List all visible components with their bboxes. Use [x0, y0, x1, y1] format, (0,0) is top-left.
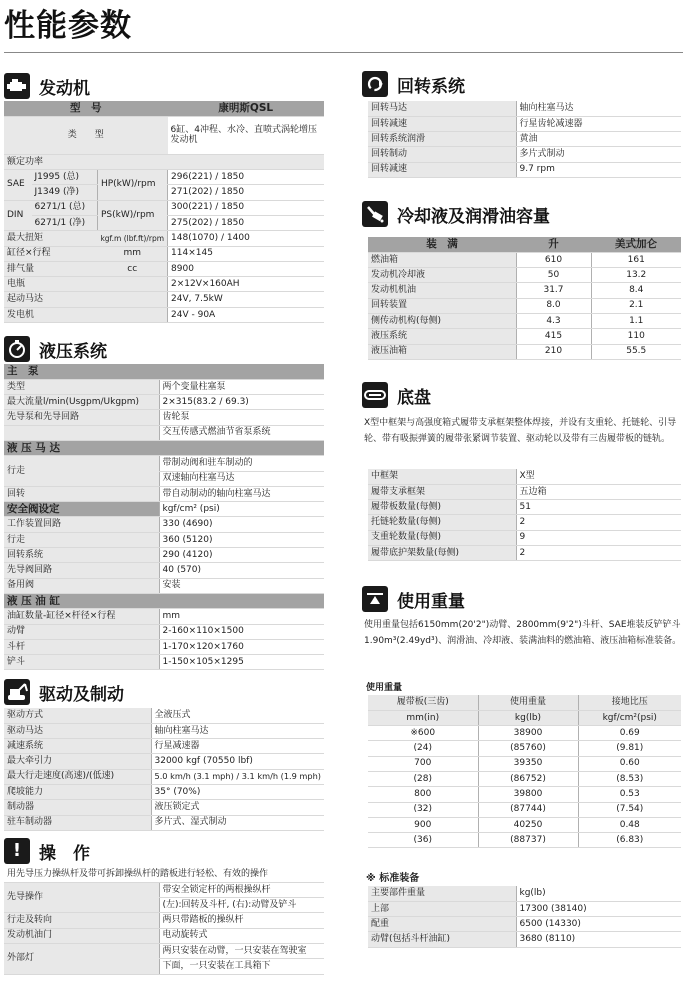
capacity-row-liter: 610 — [516, 252, 591, 267]
swing-table — [368, 101, 681, 178]
relief-row-value: 安装 — [159, 578, 324, 593]
chassis-row-label: 履带板数量(每侧) — [368, 500, 516, 515]
capacity-row-label: 侧传动机构(每侧) — [368, 313, 516, 328]
relief-row-value: 290 (4120) — [159, 548, 324, 563]
swing-row-label: 回转马达 — [368, 101, 516, 116]
weight-cell: 0.53 — [578, 787, 681, 802]
engine-row-value: 114×145 — [168, 246, 324, 261]
din-label: DIN — [4, 200, 32, 231]
travel-motor-value-2: 双速轴向柱塞马达 — [159, 471, 324, 486]
engine-section-header — [4, 72, 90, 100]
weight-cell: (24) — [368, 741, 478, 756]
capacity-row-label: 发动机机油 — [368, 283, 516, 298]
engine-row — [4, 231, 324, 246]
weight-cell: (6.83) — [578, 833, 681, 848]
operation-title: 操 作 — [39, 843, 90, 864]
track-icon — [362, 382, 388, 408]
hydraulic-table — [4, 364, 324, 670]
swing-row-value: 黄油 — [516, 132, 681, 147]
drive-table — [4, 708, 324, 831]
engine-row-value: 24V, 7.5kW — [168, 292, 324, 307]
cylinder-row-label: 油缸数量-缸径×杆径×行程 — [4, 609, 159, 624]
drive-row-value: 32000 kgf (70550 lbf) — [151, 754, 324, 769]
relief-row-label: 备用阀 — [4, 578, 159, 593]
hydraulic-title: 液压系统 — [39, 341, 107, 362]
pump-header: 主 泵 — [4, 364, 324, 379]
chassis-row-value: 51 — [516, 500, 681, 515]
weight-cell: (28) — [368, 771, 478, 786]
standard-table — [368, 886, 681, 948]
chassis-row-label: 支重轮数量(每侧) — [368, 530, 516, 545]
capacity-row-gallon: 8.4 — [591, 283, 681, 298]
swing-row-label: 回转制动 — [368, 147, 516, 162]
standard-row-value: kg(lb) — [516, 886, 681, 901]
capacity-header-item: 装 满 — [368, 237, 516, 252]
standard-row-value: 6500 (14330) — [516, 917, 681, 932]
weight-cell: 40250 — [478, 817, 578, 832]
rated-power-label: 额定功率 — [4, 154, 324, 169]
capacity-row-liter: 31.7 — [516, 283, 591, 298]
swing-row-value: 多片式制动 — [516, 147, 681, 162]
capacity-row-gallon: 161 — [591, 252, 681, 267]
operation-desc: 用先导压力操纵杆及带可拆卸操纵杆的踏板进行轻松、有效的操作 — [4, 867, 324, 882]
engine-row-label: 发电机 — [4, 307, 168, 322]
sae-val-1: 296(221) / 1850 — [168, 170, 324, 185]
drive-row-value: 液压锁定式 — [151, 800, 324, 815]
cylinder-row-value: 1-150×105×1295 — [159, 655, 324, 670]
chassis-row-value: 2 — [516, 545, 681, 560]
operation-row-value: 两只带踏板的操纵杆 — [159, 913, 324, 928]
rated-power-row — [4, 154, 324, 169]
weight-header-weight: 使用重量 — [478, 695, 578, 710]
sae-std-1: J1995 (总) — [32, 170, 98, 185]
swing-motor-value: 带自动制动的轴向柱塞马达 — [159, 486, 324, 501]
ps-unit: PS(kW)/rpm — [97, 200, 167, 231]
drive-row-value: 全液压式 — [151, 708, 324, 723]
relief-row-label: 工作装置回路 — [4, 517, 159, 532]
pilot-value-2: (左):回转及斗杆, (右):动臂及铲斗 — [159, 898, 324, 913]
engine-type-row — [4, 116, 324, 154]
drive-title: 驱动及制动 — [39, 684, 124, 705]
capacity-row-label: 发动机冷却液 — [368, 268, 516, 283]
weight-cell: (36) — [368, 833, 478, 848]
weight-cell: (85760) — [478, 741, 578, 756]
weight-cell: (9.81) — [578, 741, 681, 756]
light-label: 外部灯 — [4, 943, 159, 974]
sae-val-2: 271(202) / 1850 — [168, 185, 324, 200]
sae-row-1 — [4, 170, 324, 185]
standard-title: ※ 标准装备 — [366, 873, 420, 884]
capacity-row-label: 回转装置 — [368, 298, 516, 313]
operation-section-header — [4, 837, 90, 865]
drive-row-label: 制动器 — [4, 800, 151, 815]
light-value-2: 下面，一只安装在工具箱下 — [159, 959, 324, 974]
capacity-row-gallon: 1.1 — [591, 313, 681, 328]
relief-row-label: 先导阀回路 — [4, 563, 159, 578]
capacity-row-liter: 415 — [516, 329, 591, 344]
cylinder-row-label: 斗杆 — [4, 639, 159, 654]
standard-row-label: 配重 — [368, 917, 516, 932]
engine-row-unit: mm — [97, 246, 167, 261]
relief-header: 安全阀设定 — [4, 502, 159, 517]
weight-cell: 0.69 — [578, 726, 681, 741]
capacity-row-liter: 4.3 — [516, 313, 591, 328]
drive-row-value: 轴向柱塞马达 — [151, 723, 324, 738]
swing-motor-label: 回转 — [4, 486, 159, 501]
engine-row-label: 起动马达 — [4, 292, 168, 307]
weight-cell: (86752) — [478, 771, 578, 786]
weight-section-header — [362, 585, 465, 613]
pump-row-label: 先导泵和先导回路 — [4, 410, 159, 425]
swing-row-label: 回转系统润滑 — [368, 132, 516, 147]
cylinder-row-label: 动臂 — [4, 624, 159, 639]
sae-std-2: J1349 (净) — [32, 185, 98, 200]
weight-header-shoe-unit: mm(in) — [368, 710, 478, 725]
engine-table — [4, 101, 324, 323]
engine-title: 发动机 — [39, 78, 90, 99]
engine-row-value: 2×12V×160AH — [168, 277, 324, 292]
capacity-row-gallon: 110 — [591, 329, 681, 344]
chassis-row-value: X型 — [516, 469, 681, 484]
relief-row-value: 360 (5120) — [159, 532, 324, 547]
engine-row-value: 8900 — [168, 261, 324, 276]
engine-row-label: 电瓶 — [4, 277, 168, 292]
weight-cell: 0.60 — [578, 756, 681, 771]
weight-cell: (32) — [368, 802, 478, 817]
weight-cell: 38900 — [478, 726, 578, 741]
weight-cell: ※600 — [368, 726, 478, 741]
capacity-header-gallon: 美式加仑 — [591, 237, 681, 252]
chassis-row-label: 履带底护架数量(每侧) — [368, 545, 516, 560]
chassis-title: 底盘 — [397, 387, 431, 408]
engine-row-unit: cc — [97, 261, 167, 276]
engine-model-value: 康明斯QSL — [168, 101, 324, 116]
weight-cell: (88737) — [478, 833, 578, 848]
capacity-row-gallon: 13.2 — [591, 268, 681, 283]
capacity-row-liter: 210 — [516, 344, 591, 359]
engine-row — [4, 307, 324, 322]
exclamation-icon: ! — [4, 838, 30, 864]
swing-row-value: 9.7 rpm — [516, 162, 681, 177]
chassis-row-value: 9 — [516, 530, 681, 545]
weight-header-weight-unit: kg(lb) — [478, 710, 578, 725]
capacity-title: 冷却液及润滑油容量 — [397, 206, 550, 227]
hp-unit: HP(kW)/rpm — [97, 170, 167, 201]
capacity-row-liter: 50 — [516, 268, 591, 283]
drive-row-value: 行星减速器 — [151, 739, 324, 754]
din-val-2: 275(202) / 1850 — [168, 215, 324, 230]
pump-row-label: 最大流量l/min(Usgpm/Ukgpm) — [4, 395, 159, 410]
chassis-row-value: 五边箱 — [516, 484, 681, 499]
capacity-row-gallon: 2.1 — [591, 298, 681, 313]
operation-row-label: 发动机油门 — [4, 928, 159, 943]
drive-row-label: 驻车制动器 — [4, 815, 151, 830]
weight-cell: (7.54) — [578, 802, 681, 817]
weight-cell: 39800 — [478, 787, 578, 802]
weight-icon — [362, 586, 388, 612]
weight-header-shoe: 履带板(三齿) — [368, 695, 478, 710]
chassis-row-label: 中框架 — [368, 469, 516, 484]
swing-row-value: 行星齿轮减速器 — [516, 116, 681, 131]
swing-title: 回转系统 — [397, 76, 465, 97]
cylinder-row-value: 1-170×120×1760 — [159, 639, 324, 654]
relief-row-value: 330 (4690) — [159, 517, 324, 532]
oil-can-icon — [362, 201, 388, 227]
engine-type-value: 6缸、4冲程、水冷、直喷式涡轮增压发动机 — [168, 116, 324, 154]
drive-row-label: 驱动方式 — [4, 708, 151, 723]
operation-row-label: 行走及转向 — [4, 913, 159, 928]
motor-header: 液 压 马 达 — [4, 440, 324, 455]
drive-row-label: 爬坡能力 — [4, 784, 151, 799]
engine-type-label: 类 型 — [4, 116, 168, 154]
excavator-icon — [4, 679, 30, 705]
sae-label: SAE — [4, 170, 32, 201]
title-divider — [4, 52, 683, 53]
hydraulic-section-header — [4, 335, 107, 363]
chassis-desc: X型中框架与高强度箱式履带支承框架整体焊接，并设有支重轮、托链轮、引导轮、带有吸振弹簧的履带张紧调节装置、驱动轮以及带有三齿履带板的链轨。 — [364, 418, 677, 444]
engine-row-label: 缸径×行程 — [4, 246, 97, 261]
din-val-1: 300(221) / 1850 — [168, 200, 324, 215]
weight-cell: 700 — [368, 756, 478, 771]
swing-row-value: 轴向柱塞马达 — [516, 101, 681, 116]
relief-row-label: 回转系统 — [4, 548, 159, 563]
weight-cell: (8.53) — [578, 771, 681, 786]
swing-row-label: 回转减速 — [368, 162, 516, 177]
engine-icon — [4, 73, 30, 99]
cylinder-row-value: 2-160×110×1500 — [159, 624, 324, 639]
pump-row-label: 类型 — [4, 379, 159, 394]
weight-cell: 800 — [368, 787, 478, 802]
weight-header-pressure: 接地比压 — [578, 695, 681, 710]
capacity-row-label: 液压系统 — [368, 329, 516, 344]
engine-row-label: 最大扭矩 — [4, 231, 97, 246]
relief-unit: kgf/cm² (psi) — [159, 502, 324, 517]
engine-model-row — [4, 101, 324, 116]
operation-row-value: 电动旋转式 — [159, 928, 324, 943]
chassis-section-header — [362, 381, 431, 409]
din-std-1: 6271/1 (总) — [32, 200, 98, 215]
pump-row-label — [4, 425, 159, 440]
drive-row-label: 驱动马达 — [4, 723, 151, 738]
engine-row — [4, 277, 324, 292]
capacity-row-label: 液压油箱 — [368, 344, 516, 359]
travel-motor-label: 行走 — [4, 456, 159, 487]
weight-table-title: 使用重量 — [366, 683, 403, 693]
page-title: 性能参数 — [4, 8, 132, 44]
engine-row-unit: kgf.m (lbf.ft)/rpm — [97, 231, 167, 246]
weight-cell: 39350 — [478, 756, 578, 771]
drive-row-label: 最大牵引力 — [4, 754, 151, 769]
weight-cell: (87744) — [478, 802, 578, 817]
drive-row-label: 最大行走速度(高速)/(低速) — [4, 769, 151, 784]
pump-row-value: 2×315(83.2 / 69.3) — [159, 395, 324, 410]
standard-row-label: 主要部件重量 — [368, 886, 516, 901]
swing-row-label: 回转减速 — [368, 116, 516, 131]
engine-model-label: 型 号 — [4, 101, 168, 116]
chassis-row-label: 履带支承框架 — [368, 484, 516, 499]
capacity-row-label: 燃油箱 — [368, 252, 516, 267]
pump-row-value: 交互传感式燃油节省泵系统 — [159, 425, 324, 440]
drive-row-label: 减速系统 — [4, 739, 151, 754]
rotation-icon — [362, 71, 388, 97]
engine-row-label: 排气量 — [4, 261, 97, 276]
capacity-header-liter: 升 — [516, 237, 591, 252]
weight-header-pressure-unit: kgf/cm²(psi) — [578, 710, 681, 725]
travel-motor-value-1: 带制动阀和驻车制动的 — [159, 456, 324, 471]
drive-section-header — [4, 678, 124, 706]
standard-row-value: 17300 (38140) — [516, 901, 681, 916]
weight-cell: 900 — [368, 817, 478, 832]
engine-row — [4, 261, 324, 276]
swing-section-header — [362, 70, 465, 98]
cylinder-row-value: mm — [159, 609, 324, 624]
chassis-row-value: 2 — [516, 515, 681, 530]
engine-row-value: 24V - 90A — [168, 307, 324, 322]
weight-desc: 使用重量包括6150mm(20'2")动臂、2800mm(9'2")斗杆、SAE堆装反铲铲斗1.90m³(2.49yd³)、润滑油、冷却液、装满油料的燃油箱、液压油箱标准装备。 — [364, 620, 682, 646]
relief-row-value: 40 (570) — [159, 563, 324, 578]
engine-row-value: 148(1070) / 1400 — [168, 231, 324, 246]
standard-row-label: 动臂(包括斗杆油缸) — [368, 932, 516, 947]
weight-table — [368, 695, 681, 848]
gauge-icon — [4, 336, 30, 362]
pilot-value-1: 带安全锁定杆的两根操纵杆 — [159, 882, 324, 897]
chassis-table — [368, 469, 681, 561]
light-value-1: 两只安装在动臂，一只安装在驾驶室 — [159, 943, 324, 958]
cylinder-header: 液 压 油 缸 — [4, 593, 324, 608]
pump-row-value: 齿轮泵 — [159, 410, 324, 425]
drive-row-value: 多片式、湿式制动 — [151, 815, 324, 830]
capacity-section-header — [362, 200, 550, 228]
relief-row-label: 行走 — [4, 532, 159, 547]
din-row-1 — [4, 200, 324, 215]
engine-row — [4, 246, 324, 261]
engine-row — [4, 292, 324, 307]
capacity-row-gallon: 55.5 — [591, 344, 681, 359]
chassis-row-label: 托链轮数量(每侧) — [368, 515, 516, 530]
weight-title: 使用重量 — [397, 591, 465, 612]
drive-row-value: 5.0 km/h (3.1 mph) / 3.1 km/h (1.9 mph) — [151, 769, 324, 784]
din-std-2: 6271/1 (净) — [32, 215, 98, 230]
pilot-label: 先导操作 — [4, 882, 159, 913]
standard-row-value: 3680 (8110) — [516, 932, 681, 947]
weight-cell: 0.48 — [578, 817, 681, 832]
operation-table — [4, 867, 324, 975]
capacity-table — [368, 237, 681, 360]
drive-row-value: 35° (70%) — [151, 784, 324, 799]
pump-row-value: 两个变量柱塞泵 — [159, 379, 324, 394]
standard-row-label: 上部 — [368, 901, 516, 916]
capacity-row-liter: 8.0 — [516, 298, 591, 313]
cylinder-row-label: 铲斗 — [4, 655, 159, 670]
